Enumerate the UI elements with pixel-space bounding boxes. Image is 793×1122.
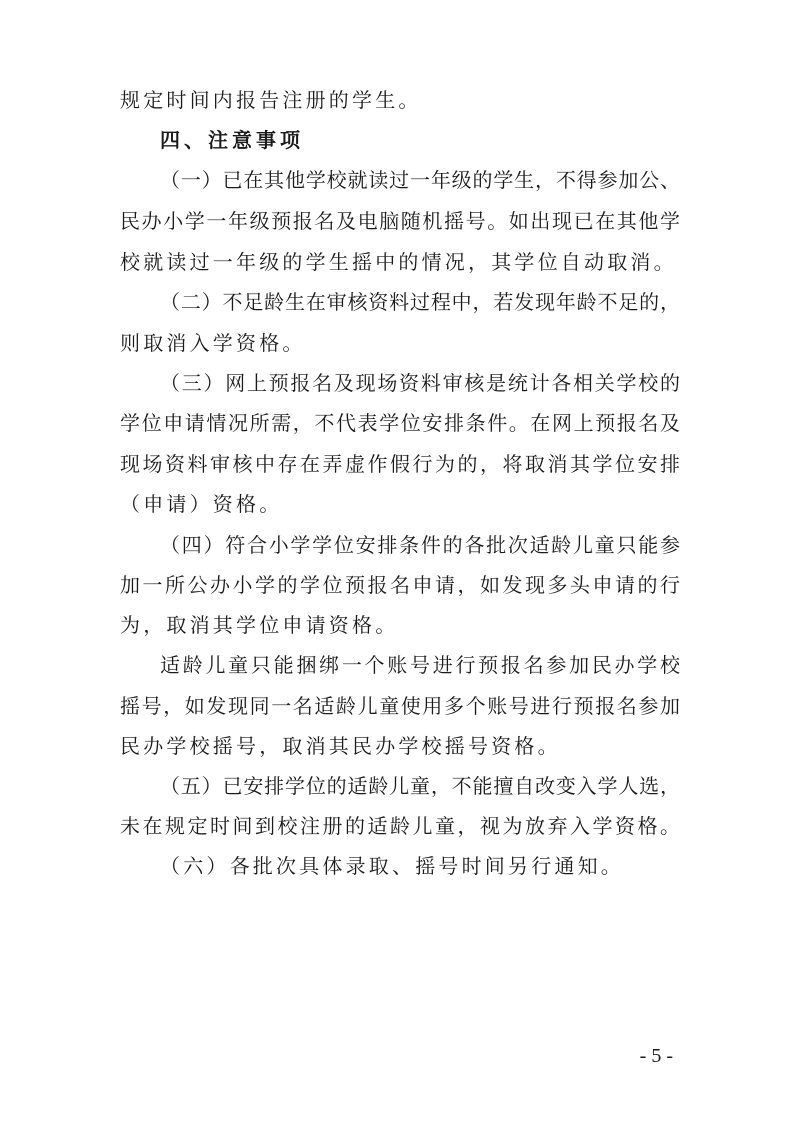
page-number: - 5 - xyxy=(639,1045,673,1067)
text-line: 学位申请情况所需，不代表学位安排条件。在网上预报名及 xyxy=(120,411,680,435)
text-line: 未在规定时间到校注册的适龄儿童，视为放弃入学资格。 xyxy=(120,814,680,838)
text-line: 民办小学一年级预报名及电脑随机摇号。如出现已在其他学 xyxy=(120,209,680,233)
text-line: （二）不足龄生在审核资料过程中，若发现年龄不足的， xyxy=(160,290,680,314)
text-line: 摇号，如发现同一名适龄儿童使用多个账号进行预报名参加 xyxy=(120,694,680,718)
text-line: 校就读过一年级的学生摇中的情况，其学位自动取消。 xyxy=(120,250,677,274)
text-line: 适龄儿童只能捆绑一个账号进行预报名参加民办学校 xyxy=(160,653,680,677)
text-line: （三）网上预报名及现场资料审核是统计各相关学校的 xyxy=(160,371,680,395)
text-line: 则取消入学资格。 xyxy=(120,331,306,355)
text-line: （六）各批次具体录取、摇号时间另行通知。 xyxy=(160,854,624,878)
text-line: （一）已在其他学校就读过一年级的学生，不得参加公、 xyxy=(160,168,680,192)
text-line: 民办学校摇号，取消其民办学校摇号资格。 xyxy=(120,734,561,758)
text-line: （申请）资格。 xyxy=(120,492,283,516)
text-line: 加一所公办小学的学位预报名申请，如发现多头申请的行 xyxy=(120,573,680,597)
text-line: （五）已安排学位的适龄儿童，不能擅自改变入学人选， xyxy=(160,774,680,798)
text-line: 规定时间内报告注册的学生。 xyxy=(120,88,422,112)
text-line: 现场资料审核中存在弄虚作假行为的，将取消其学位安排 xyxy=(120,452,680,476)
text-line: （四）符合小学学位安排条件的各批次适龄儿童只能参 xyxy=(160,533,680,557)
text-line: 为，取消其学位申请资格。 xyxy=(120,613,399,637)
section-heading: 四、注意事项 xyxy=(160,128,304,152)
